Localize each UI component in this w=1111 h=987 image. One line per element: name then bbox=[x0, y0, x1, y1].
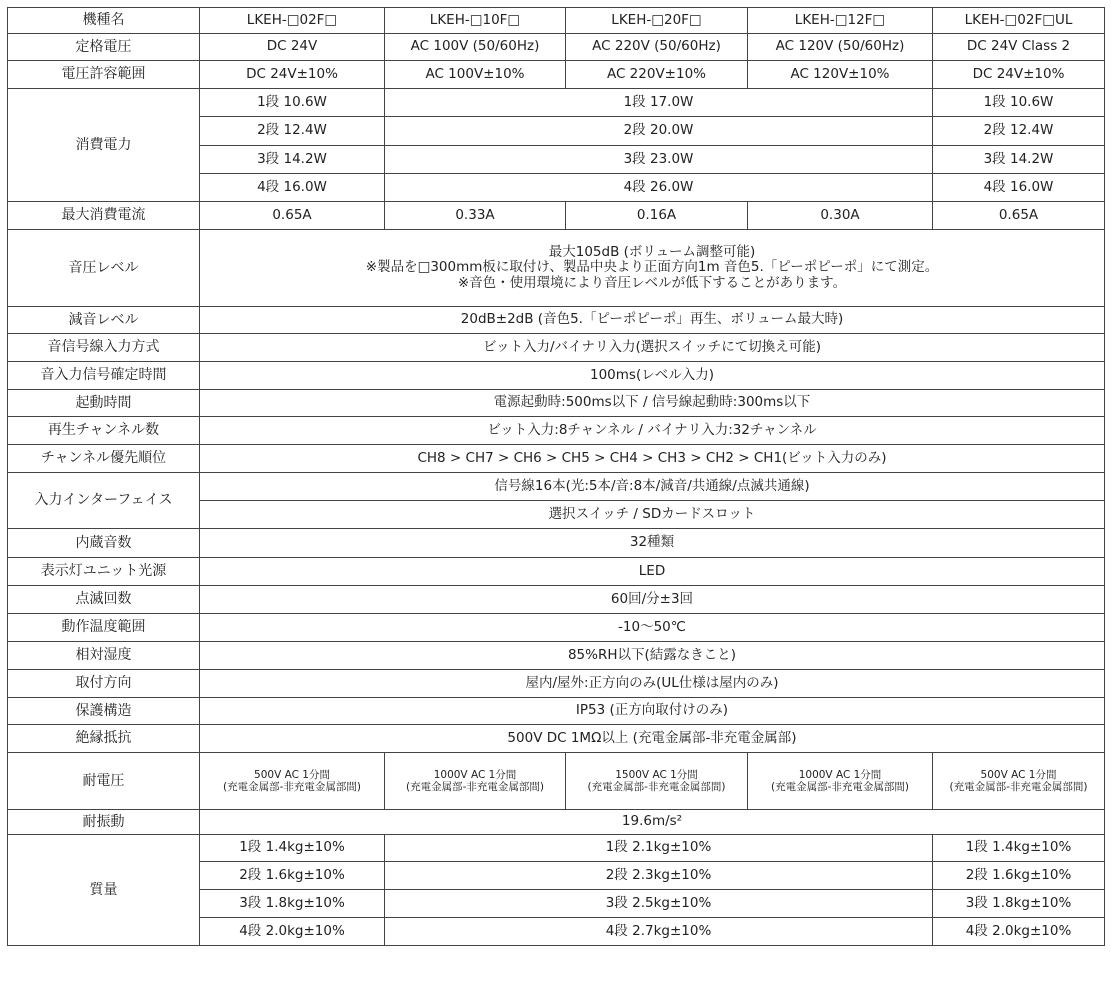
label-mass: 質量 bbox=[8, 835, 200, 946]
label-insulation: 絶縁抵抗 bbox=[8, 725, 200, 753]
model-cell: LKEH-□02F□ bbox=[200, 8, 385, 34]
value-cell: 3段 23.0W bbox=[385, 146, 933, 174]
value-cell: 3段 2.5kg±10% bbox=[385, 890, 933, 918]
withstand-cell bbox=[748, 753, 933, 810]
withstand-note: (充電金属部-非充電金属部間) bbox=[587, 781, 726, 793]
value-cell: AC 220V±10% bbox=[566, 61, 748, 89]
value-cell: 85%RH以下(結露なきこと) bbox=[200, 642, 1105, 670]
withstand-note: (充電金属部-非充電金属部間) bbox=[406, 781, 544, 793]
label-channels: 再生チャンネル数 bbox=[8, 417, 200, 445]
row-withstand-voltage bbox=[8, 753, 1105, 810]
sound-pressure-cell bbox=[200, 230, 1105, 307]
value-cell: -10〜50℃ bbox=[200, 614, 1105, 642]
value-cell: 3段 1.8kg±10% bbox=[933, 890, 1105, 918]
value-cell: 20dB±2dB (音色5.「ピーポピーポ」再生、ボリューム最大時) bbox=[200, 307, 1105, 334]
row-model bbox=[8, 8, 1105, 34]
row-power-1 bbox=[8, 89, 1105, 117]
withstand-value: 1500V AC 1分間 bbox=[615, 768, 698, 781]
row-mounting bbox=[8, 670, 1105, 698]
row-insulation bbox=[8, 725, 1105, 753]
value-cell: 4段 2.0kg±10% bbox=[933, 918, 1105, 946]
row-max-current bbox=[8, 202, 1105, 230]
value-cell: 19.6m/s² bbox=[200, 810, 1105, 835]
value-cell: ビット入力/バイナリ入力(選択スイッチにて切換え可能) bbox=[200, 334, 1105, 362]
withstand-value: 1000V AC 1分間 bbox=[433, 768, 517, 781]
row-rated-voltage bbox=[8, 34, 1105, 61]
row-operating-temp bbox=[8, 614, 1105, 642]
withstand-value: 1000V AC 1分間 bbox=[798, 768, 882, 781]
value-cell: 0.16A bbox=[566, 202, 748, 230]
withstand-value: 500V AC 1分間 bbox=[980, 768, 1057, 781]
row-signal-time bbox=[8, 362, 1105, 390]
label-sound-pressure: 音圧レベル bbox=[8, 230, 200, 307]
row-protection bbox=[8, 698, 1105, 725]
label-withstand-voltage: 耐電圧 bbox=[8, 753, 200, 810]
withstand-note: (充電金属部-非充電金属部間) bbox=[771, 781, 909, 793]
value-cell: 0.65A bbox=[933, 202, 1105, 230]
value-cell: 3段 14.2W bbox=[933, 146, 1105, 174]
model-cell: LKEH-□10F□ bbox=[385, 8, 566, 34]
row-channels bbox=[8, 417, 1105, 445]
value-cell: 4段 16.0W bbox=[933, 174, 1105, 202]
label-power-consumption: 消費電力 bbox=[8, 89, 200, 202]
value-cell: 1段 1.4kg±10% bbox=[200, 835, 385, 862]
withstand-cell bbox=[200, 753, 385, 810]
value-cell: 0.30A bbox=[748, 202, 933, 230]
label-rated-voltage: 定格電圧 bbox=[8, 34, 200, 61]
label-built-in-sounds: 内蔵音数 bbox=[8, 529, 200, 558]
withstand-value: 500V AC 1分間 bbox=[254, 768, 330, 781]
value-cell: 電源起動時:500ms以下 / 信号線起動時:300ms以下 bbox=[200, 390, 1105, 417]
value-cell: 60回/分±3回 bbox=[200, 586, 1105, 614]
value-cell: 0.33A bbox=[385, 202, 566, 230]
label-priority: チャンネル優先順位 bbox=[8, 445, 200, 473]
row-mass-1 bbox=[8, 835, 1105, 862]
label-model: 機種名 bbox=[8, 8, 200, 34]
value-cell: 100ms(レベル入力) bbox=[200, 362, 1105, 390]
value-cell: 1段 10.6W bbox=[933, 89, 1105, 117]
value-cell: ビット入力:8チャンネル / バイナリ入力:32チャンネル bbox=[200, 417, 1105, 445]
label-signal-time: 音入力信号確定時間 bbox=[8, 362, 200, 390]
value-cell: AC 120V±10% bbox=[748, 61, 933, 89]
value-cell: 32種類 bbox=[200, 529, 1105, 558]
value-cell: 3段 1.8kg±10% bbox=[200, 890, 385, 918]
value-cell: 2段 12.4W bbox=[933, 117, 1105, 146]
row-humidity bbox=[8, 642, 1105, 670]
value-cell: 2段 2.3kg±10% bbox=[385, 862, 933, 890]
label-attenuation: 減音レベル bbox=[8, 307, 200, 334]
label-vibration: 耐振動 bbox=[8, 810, 200, 835]
sound-pressure-note: ※音色・使用環境により音圧レベルが低下することがあります。 bbox=[457, 274, 847, 291]
value-cell: AC 100V (50/60Hz) bbox=[385, 34, 566, 61]
value-cell: 1段 2.1kg±10% bbox=[385, 835, 933, 862]
row-built-in-sounds bbox=[8, 529, 1105, 558]
withstand-note: (充電金属部-非充電金属部間) bbox=[949, 781, 1088, 793]
value-cell: AC 120V (50/60Hz) bbox=[748, 34, 933, 61]
value-cell: 選択スイッチ / SDカードスロット bbox=[200, 501, 1105, 529]
sound-pressure-note: ※製品を□300mm板に取付け、製品中央より正面方向1m 音色5.「ピーポピーポ」にて測定。 bbox=[365, 259, 939, 276]
label-interface: 入力インターフェイス bbox=[8, 473, 200, 529]
row-light-source bbox=[8, 558, 1105, 586]
value-cell: 2段 1.6kg±10% bbox=[933, 862, 1105, 890]
label-startup-time: 起動時間 bbox=[8, 390, 200, 417]
label-protection: 保護構造 bbox=[8, 698, 200, 725]
value-cell: 2段 1.6kg±10% bbox=[200, 862, 385, 890]
value-cell: 4段 16.0W bbox=[200, 174, 385, 202]
label-voltage-range: 電圧許容範囲 bbox=[8, 61, 200, 89]
value-cell: DC 24V bbox=[200, 34, 385, 61]
row-voltage-range bbox=[8, 61, 1105, 89]
value-cell: 500V DC 1MΩ以上 (充電金属部-非充電金属部) bbox=[200, 725, 1105, 753]
row-priority bbox=[8, 445, 1105, 473]
row-vibration bbox=[8, 810, 1105, 835]
label-max-current: 最大消費電流 bbox=[8, 202, 200, 230]
value-cell: 屋内/屋外:正方向のみ(UL仕様は屋内のみ) bbox=[200, 670, 1105, 698]
row-startup-time bbox=[8, 390, 1105, 417]
value-cell: 3段 14.2W bbox=[200, 146, 385, 174]
value-cell: 2段 12.4W bbox=[200, 117, 385, 146]
label-flash-rate: 点滅回数 bbox=[8, 586, 200, 614]
value-cell: IP53 (正方向取付けのみ) bbox=[200, 698, 1105, 725]
row-interface-1 bbox=[8, 473, 1105, 501]
value-cell: AC 100V±10% bbox=[385, 61, 566, 89]
value-cell: 1段 1.4kg±10% bbox=[933, 835, 1105, 862]
model-cell: LKEH-□20F□ bbox=[566, 8, 748, 34]
label-operating-temp: 動作温度範囲 bbox=[8, 614, 200, 642]
value-cell: 2段 20.0W bbox=[385, 117, 933, 146]
value-cell: LED bbox=[200, 558, 1105, 586]
model-cell: LKEH-□12F□ bbox=[748, 8, 933, 34]
withstand-cell bbox=[933, 753, 1105, 810]
value-cell: 4段 2.0kg±10% bbox=[200, 918, 385, 946]
value-cell: 信号線16本(光:5本/音:8本/減音/共通線/点滅共通線) bbox=[200, 473, 1105, 501]
withstand-cell bbox=[566, 753, 748, 810]
value-cell: CH8 > CH7 > CH6 > CH5 > CH4 > CH3 > CH2 > CH1(ビット入力のみ) bbox=[200, 445, 1105, 473]
sound-pressure-line: 最大105dB (ボリューム調整可能) bbox=[548, 243, 756, 260]
row-signal-input bbox=[8, 334, 1105, 362]
value-cell: 1段 17.0W bbox=[385, 89, 933, 117]
withstand-cell bbox=[385, 753, 566, 810]
value-cell: 4段 2.7kg±10% bbox=[385, 918, 933, 946]
label-mounting: 取付方向 bbox=[8, 670, 200, 698]
spec-table bbox=[7, 7, 1105, 946]
label-signal-input: 音信号線入力方式 bbox=[8, 334, 200, 362]
value-cell: 1段 10.6W bbox=[200, 89, 385, 117]
row-flash-rate bbox=[8, 586, 1105, 614]
value-cell: DC 24V Class 2 bbox=[933, 34, 1105, 61]
value-cell: 4段 26.0W bbox=[385, 174, 933, 202]
value-cell: DC 24V±10% bbox=[200, 61, 385, 89]
value-cell: AC 220V (50/60Hz) bbox=[566, 34, 748, 61]
model-cell: LKEH-□02F□UL bbox=[933, 8, 1105, 34]
row-attenuation bbox=[8, 307, 1105, 334]
label-humidity: 相対湿度 bbox=[8, 642, 200, 670]
row-sound-pressure bbox=[8, 230, 1105, 307]
label-light-source: 表示灯ユニット光源 bbox=[8, 558, 200, 586]
value-cell: DC 24V±10% bbox=[933, 61, 1105, 89]
withstand-note: (充電金属部-非充電金属部間) bbox=[223, 781, 361, 793]
value-cell: 0.65A bbox=[200, 202, 385, 230]
